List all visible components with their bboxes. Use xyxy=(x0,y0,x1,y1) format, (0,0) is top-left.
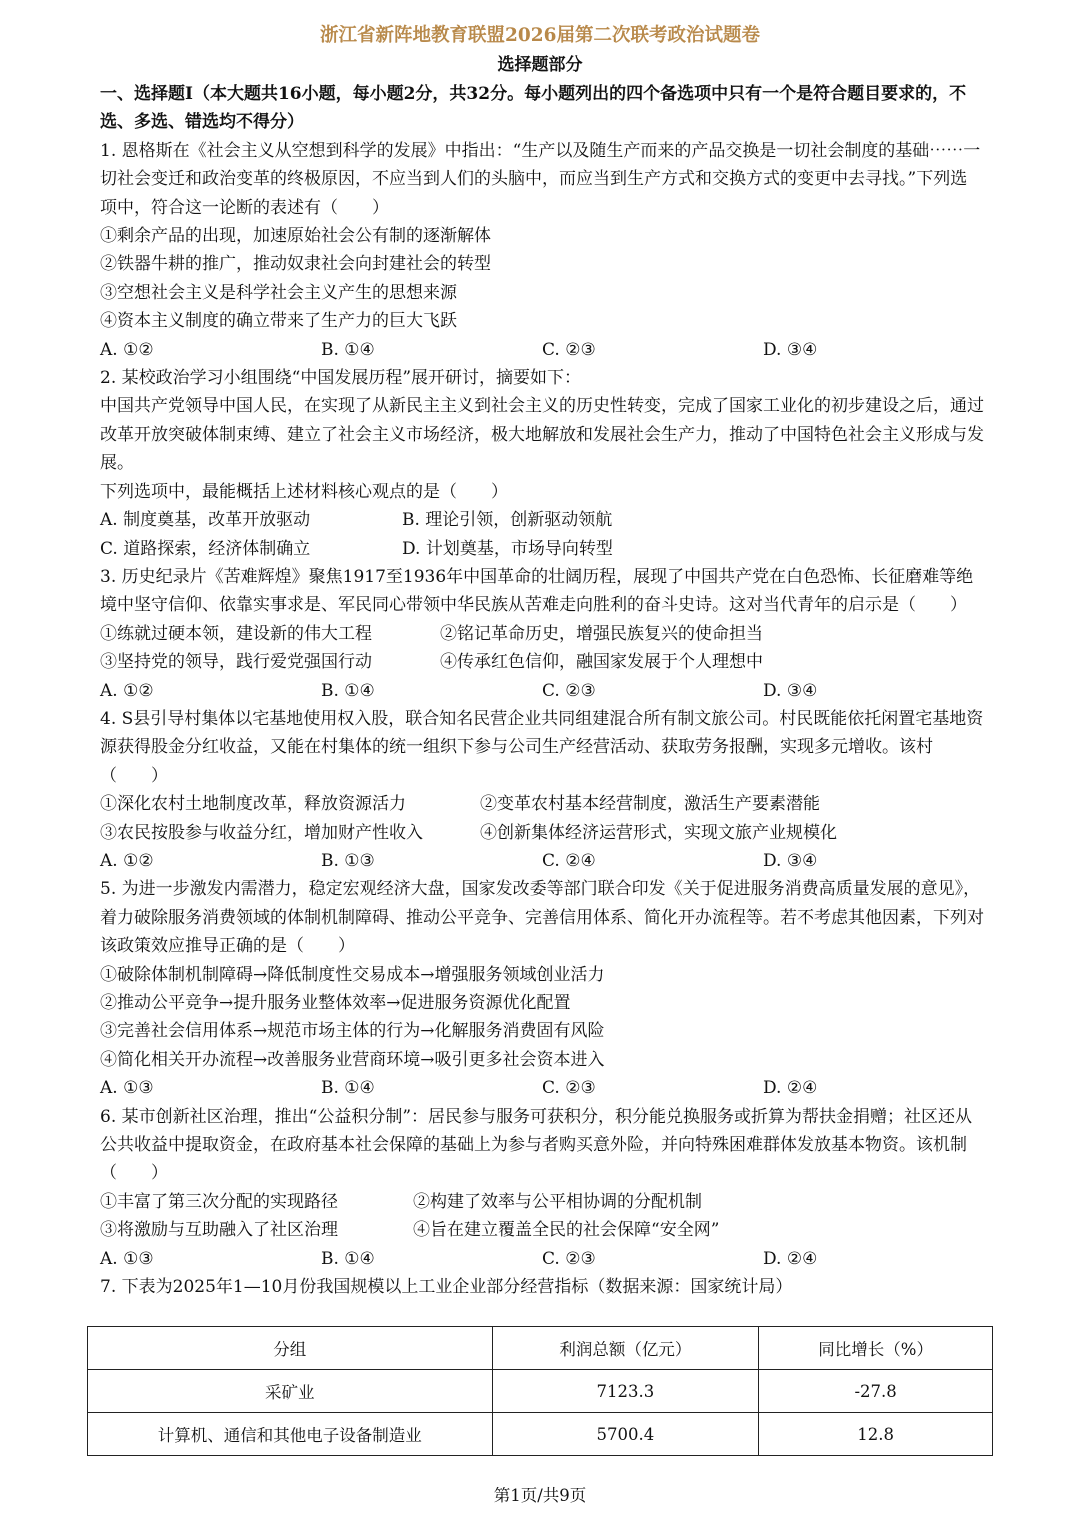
q6-option-d: D. ②④ xyxy=(763,1248,818,1269)
table-row xyxy=(88,1413,993,1456)
table-header-cell: 利润总额（亿元） xyxy=(492,1327,759,1370)
q4-option-a: A. ①② xyxy=(100,850,154,871)
q1-option-d: D. ③④ xyxy=(763,339,818,360)
q4-item-4: ④创新集体经济运营形式，实现文旅产业规模化 xyxy=(480,822,837,843)
table-header-cell: 分组 xyxy=(88,1327,493,1370)
table-header-row xyxy=(88,1327,993,1370)
q6-option-b: B. ①④ xyxy=(321,1248,375,1269)
q3-stem: 3. 历史纪录片《苦难辉煌》聚焦1917至1936年中国革命的壮阔历程，展现了中国共产党在白色恐怖、长征磨难等绝境中坚守信仰、依靠实事求是、军民同心带领中华民族从苦难走向胜利的奋斗史诗。这对当代青年的启示是（ ） xyxy=(100,566,974,616)
table-cell: -27.8 xyxy=(759,1370,993,1413)
q6-option-a: A. ①③ xyxy=(100,1248,154,1269)
q4-items-row-1 xyxy=(100,790,984,818)
q2-options-row-2 xyxy=(100,535,984,563)
q5-option-d: D. ②④ xyxy=(763,1078,818,1099)
q1-options xyxy=(100,336,984,364)
q5-item-2: ②推动公平竞争→提升服务业整体效率→促进服务资源优化配置 xyxy=(100,993,571,1013)
q2-option-d: D. 计划奠基，市场导向转型 xyxy=(402,538,613,559)
q3-option-a: A. ①② xyxy=(100,680,154,701)
exam-content xyxy=(100,80,984,1301)
q1-item-3: ③空想社会主义是科学社会主义产生的思想来源 xyxy=(100,282,457,303)
q4-option-b: B. ①③ xyxy=(321,850,375,871)
q6-option-c: C. ②③ xyxy=(542,1248,596,1269)
q1-option-a: A. ①② xyxy=(100,339,154,360)
q4-option-c: C. ②④ xyxy=(542,850,596,871)
table-cell: 5700.4 xyxy=(492,1413,759,1456)
q3-option-c: C. ②③ xyxy=(542,680,596,701)
q4-items-row-2 xyxy=(100,819,984,847)
q2-material: 中国共产党领导中国人民，在实现了从新民主主义到社会主义的历史性转变，完成了国家工业化的初步建设之后，通过改革开放突破体制束缚、建立了社会主义市场经济，极大地解放和发展社会生产力，推动了中国特色社会主义形成与发展。 xyxy=(100,396,984,474)
q5-stem: 5. 为进一步激发内需潜力，稳定宏观经济大盘，国家发改委等部门联合印发《关于促进服务消费高质量发展的意见》，着力破除服务消费领域的体制机制障碍、推动公平竞争、完善信用体系、简化开办流程等。若不考虑其他因素，下列对该政策效应推导正确的是（ ） xyxy=(100,879,984,957)
q1-item-4: ④资本主义制度的确立带来了生产力的巨大飞跃 xyxy=(100,311,457,332)
table-cell: 计算机、通信和其他电子设备制造业 xyxy=(88,1413,493,1456)
table-cell: 12.8 xyxy=(759,1413,993,1456)
q3-item-2: ②铭记革命历史，增强民族复兴的使命担当 xyxy=(440,623,763,644)
q2-option-a: A. 制度奠基，改革开放驱动 xyxy=(100,510,311,531)
q1-option-c: C. ②③ xyxy=(542,339,596,360)
q3-option-d: D. ③④ xyxy=(763,680,818,701)
q6-item-2: ②构建了效率与公平相协调的分配机制 xyxy=(413,1191,702,1212)
q3-item-3: ③坚持党的领导，践行爱党强国行动 xyxy=(100,652,372,673)
table-cell: 7123.3 xyxy=(492,1370,759,1413)
q1-item-1: ①剩余产品的出现，加速原始社会公有制的逐渐解体 xyxy=(100,226,491,247)
q4-item-1: ①深化农村土地制度改革，释放资源活力 xyxy=(100,794,406,815)
q5-options xyxy=(100,1074,984,1102)
q4-item-2: ②变革农村基本经营制度，激活生产要素潜能 xyxy=(480,794,820,815)
q5-option-c: C. ②③ xyxy=(542,1078,596,1099)
q5-item-1: ①破除体制机制障碍→降低制度性交易成本→增强服务领域创业活力 xyxy=(100,964,605,985)
q4-option-d: D. ③④ xyxy=(763,850,818,871)
q6-stem: 6. 某市创新社区治理，推出“公益积分制”：居民参与服务可获积分，积分能兑换服务或折算为帮扶金捐赠；社区还从公共收益中提取资金，在政府基本社会保障的基础上为参与者购买意外险，并向特殊困难群体发放基本物资。该机制（ ） xyxy=(100,1106,973,1184)
q4-options xyxy=(100,847,984,875)
data-table xyxy=(87,1326,993,1456)
q1-stem: 1. 恩格斯在《社会主义从空想到科学的发展》中指出：“生产以及随生产而来的产品交换是一切社会制度的基础⋯⋯一切社会变迁和政治变革的终极原因，不应当到人们的头脑中，而应当到生产方式和交换方式的变更中去寻找。”下列选项中，符合这一论断的表述有（ ） xyxy=(100,140,981,218)
q6-item-3: ③将激励与互助融入了社区治理 xyxy=(100,1220,338,1241)
table-cell: 采矿业 xyxy=(88,1370,493,1413)
section-subtitle: 选择题部分 xyxy=(497,55,583,75)
q3-items-row-1 xyxy=(100,620,984,648)
q7-stem: 7. 下表为2025年1—10月份我国规模以上工业企业部分经营指标（数据来源：国家统计局） xyxy=(100,1277,793,1298)
q2-option-b: B. 理论引领，创新驱动领航 xyxy=(402,510,613,531)
q1-option-b: B. ①④ xyxy=(321,339,375,360)
q6-item-4: ④旨在建立覆盖全民的社会保障“安全网” xyxy=(413,1220,720,1241)
q5-option-a: A. ①③ xyxy=(100,1078,154,1099)
q3-item-4: ④传承红色信仰，融国家发展于个人理想中 xyxy=(440,652,763,673)
q5-item-3: ③完善社会信用体系→规范市场主体的行为→化解服务消费固有风险 xyxy=(100,1021,605,1042)
q4-item-3: ③农民按股参与收益分红，增加财产性收入 xyxy=(100,822,423,843)
q2-stem: 2. 某校政治学习小组围绕“中国发展历程”展开研讨，摘要如下： xyxy=(100,368,582,389)
q6-item-1: ①丰富了第三次分配的实现路径 xyxy=(100,1191,338,1212)
q6-items-row-2 xyxy=(100,1216,984,1244)
q4-stem: 4. S县引导村集体以宅基地使用权入股，联合知名民营企业共同组建混合所有制文旅公司。村民既能依托闲置宅基地资源获得股金分红收益，又能在村集体的统一组织下参与公司生产经营活动、获取劳务报酬，实现多元增收。该村（ ） xyxy=(100,708,984,786)
q3-option-b: B. ①④ xyxy=(321,680,375,701)
q6-items-row-1 xyxy=(100,1188,984,1216)
q3-items-row-2 xyxy=(100,648,984,676)
q6-options xyxy=(100,1245,984,1273)
q2-option-c: C. 道路探索，经济体制确立 xyxy=(100,538,311,559)
q2-question: 下列选项中，最能概括上述材料核心观点的是（ ） xyxy=(100,481,508,502)
table-header-cell: 同比增长（%） xyxy=(759,1327,993,1370)
table-row xyxy=(88,1370,993,1413)
q3-options xyxy=(100,677,984,705)
section-heading: 一、选择题Ⅰ（本大题共16小题，每小题2分，共32分。每小题列出的四个备选项中只有一个是符合题目要求的，不选、多选、错选均不得分） xyxy=(100,84,967,133)
exam-title: 浙江省新阵地教育联盟2026届第二次联考政治试题卷 xyxy=(320,25,760,46)
q5-option-b: B. ①④ xyxy=(321,1078,375,1099)
page-number: 第1页/共9页 xyxy=(493,1486,587,1505)
q1-item-2: ②铁器牛耕的推广，推动奴隶社会向封建社会的转型 xyxy=(100,254,491,275)
q5-item-4: ④简化相关开办流程→改善服务业营商环境→吸引更多社会资本进入 xyxy=(100,1049,605,1070)
q3-item-1: ①练就过硬本领，建设新的伟大工程 xyxy=(100,623,372,644)
q2-options-row-1 xyxy=(100,506,984,534)
